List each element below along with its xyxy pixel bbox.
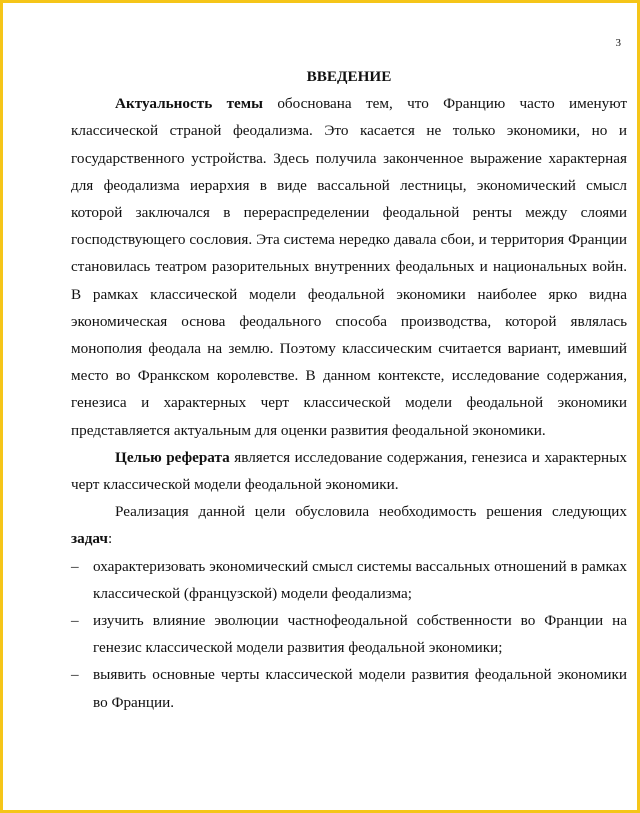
list-item: [71, 661, 627, 715]
goal-lead: Целью реферата: [115, 448, 230, 466]
tasks-intro-bold: задач: [71, 530, 108, 548]
list-item: [71, 607, 627, 661]
list-dash: –: [71, 557, 79, 575]
page-number: 3: [615, 37, 621, 49]
list-dash: –: [71, 612, 79, 630]
page-content: [71, 63, 627, 716]
relevance-lead: Актуальность темы: [115, 95, 263, 113]
relevance-text: обоснована тем, что Францию часто именуют классической страной феодализма. Это касается не только экономики, но и государственного устройства. Здесь получила законченное выражение характерная для феодализма иерархия в виде вассальной лестницы, экономический смысл которой заключался в перераспределении феодальной ренты между слоями господствующего сословия. Эта система нередко давала сбои, и территория Франции становилась театром разорительных внутренних феодальных и национальных войн. В рамках классической модели феодальной экономики наиболее ярко видна экономическая основа феодального способа производства, которой являлась монополия феодала на землю. Поэтому классическим считается вариант, имевший место во Франкском королевстве. В данном контексте, исследование содержания, генезиса и характерных черт классической модели феодальной экономики представляется актуальным для оценки развития феодальной экономики.: [71, 95, 627, 439]
section-heading: ВВЕДЕНИЕ: [306, 68, 392, 85]
relevance-paragraph: [71, 90, 627, 444]
list-item-text: выявить основные черты классической модели развития феодальной экономики во Франции.: [93, 666, 627, 711]
list-item-text: охарактеризовать экономический смысл системы вассальных отношений в рамках классической (французской) модели феодализма;: [93, 557, 627, 602]
list-item-text: изучить влияние эволюции частнофеодальной собственности во Франции на генезис классической модели развития феодальной экономики;: [93, 612, 627, 657]
goal-text: является исследование содержания, генезиса и характерных черт классической модели феодальной экономики.: [71, 448, 627, 494]
goal-paragraph: [71, 444, 627, 498]
tasks-intro-paragraph: [71, 498, 627, 552]
tasks-intro-suffix: :: [107, 530, 113, 548]
tasks-intro-text: Реализация данной цели обусловила необходимость решения следующих: [115, 503, 627, 521]
list-item: [71, 553, 627, 607]
list-dash: –: [71, 666, 79, 684]
task-list: [71, 553, 627, 716]
